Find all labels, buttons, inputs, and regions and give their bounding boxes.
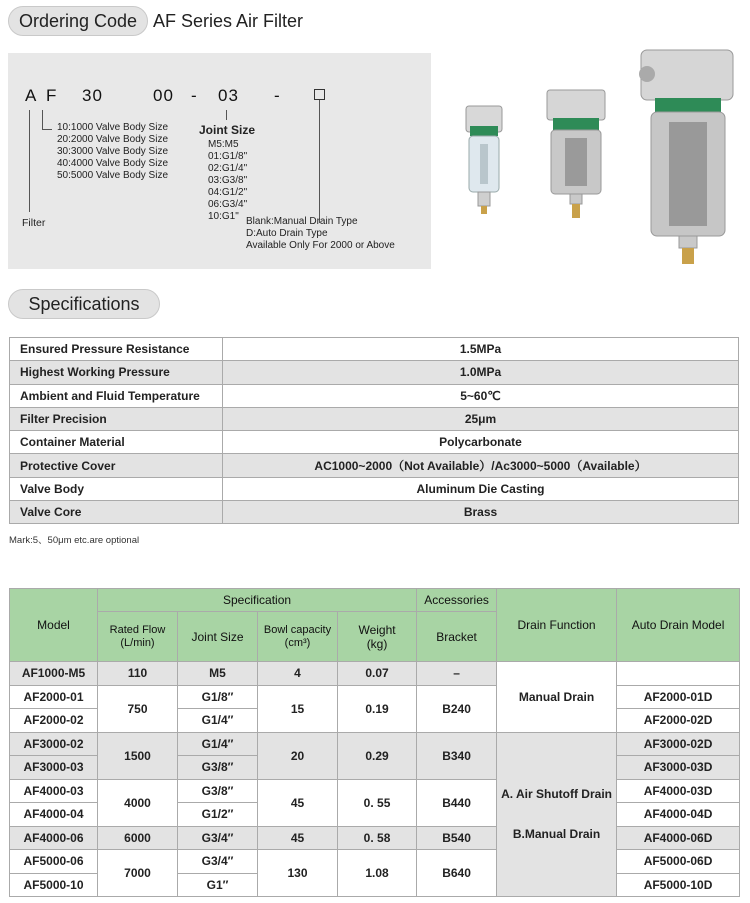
spec-row: [10, 338, 739, 361]
joint-size-cell: G1/4″: [178, 732, 258, 756]
header-bowl-capacity: [258, 612, 338, 662]
joint-size-cell: G1/4″: [178, 709, 258, 733]
model-cell: AF5000-10: [10, 873, 98, 897]
joint-option: 06:G3/4": [208, 199, 248, 210]
header-weight-label: Weight: [358, 622, 396, 637]
model-table: [9, 588, 740, 897]
spec-value: 1.5MPa: [223, 338, 739, 361]
leader-line-drain: [319, 100, 320, 223]
drain-function-cell: Manual Drain: [497, 662, 617, 733]
product-image-large: [637, 44, 737, 266]
weight-cell: 0. 58: [338, 826, 417, 850]
bowl-capacity-cell: 130: [258, 850, 338, 897]
model-cell: AF3000-03: [10, 756, 98, 780]
leader-line-filter: [29, 110, 30, 212]
spec-value: 25μm: [223, 407, 739, 430]
specifications-heading: Specifications: [8, 289, 160, 319]
model-cell: AF5000-06: [10, 850, 98, 874]
size-option: 10:1000 Valve Body Size: [57, 122, 169, 133]
header-drain-function: Drain Function: [497, 589, 617, 662]
weight-cell: 0. 55: [338, 779, 417, 826]
bracket-cell: –: [417, 662, 497, 686]
table-row: [10, 850, 740, 874]
spec-value: 5~60℃: [223, 384, 739, 407]
bowl-capacity-cell: 20: [258, 732, 338, 779]
weight-cell: 0.29: [338, 732, 417, 779]
header-weight-unit: (kg): [366, 636, 388, 651]
leader-line-size-h: [42, 129, 52, 130]
spec-value: Aluminum Die Casting: [223, 477, 739, 500]
joint-size-cell: G3/8″: [178, 756, 258, 780]
spec-note: Mark:5、50μm etc.are optional: [9, 535, 140, 546]
filter-label: Filter: [22, 217, 46, 229]
auto-drain-cell: AF3000-02D: [617, 732, 740, 756]
series-title: AF Series Air Filter: [153, 11, 304, 31]
joint-size-cell: G3/4″: [178, 826, 258, 850]
drain-option-b: B.Manual Drain: [512, 827, 601, 842]
joint-option: M5:M5: [208, 139, 239, 150]
size-option: 30:3000 Valve Body Size: [57, 146, 169, 157]
product-image-medium: [541, 88, 611, 223]
header-joint-size: Joint Size: [178, 612, 258, 662]
spec-value: 1.0MPa: [223, 361, 739, 384]
bowl-capacity-cell: 45: [258, 779, 338, 826]
header-model: Model: [10, 589, 98, 662]
table-row: [10, 779, 740, 803]
spec-key: Valve Body: [10, 477, 223, 500]
joint-size-cell: G1″: [178, 873, 258, 897]
spec-row: [10, 407, 739, 430]
spec-key: Container Material: [10, 431, 223, 454]
header-accessories: Accessories: [417, 589, 497, 612]
header-rated-flow-label: Rated Flow: [109, 623, 166, 636]
table-row: [10, 685, 740, 709]
drain-option: Blank:Manual Drain Type: [246, 216, 358, 227]
spec-row: [10, 454, 739, 477]
bowl-capacity-cell: 15: [258, 685, 338, 732]
weight-cell: 0.07: [338, 662, 417, 686]
size-option: 40:4000 Valve Body Size: [57, 158, 169, 169]
rated-flow-cell: 1500: [98, 732, 178, 779]
joint-size-cell: G3/8″: [178, 779, 258, 803]
model-cell: AF1000-M5: [10, 662, 98, 686]
leader-line-joint: [226, 110, 227, 120]
spec-row: [10, 501, 739, 524]
joint-size-title: Joint Size: [199, 123, 256, 137]
joint-size-cell: M5: [178, 662, 258, 686]
bowl-capacity-cell: 45: [258, 826, 338, 850]
spec-key: Ambient and Fluid Temperature: [10, 384, 223, 407]
table-row: [10, 732, 740, 756]
ordering-code-diagram: [8, 53, 431, 269]
spec-key: Highest Working Pressure: [10, 361, 223, 384]
code-thread: 03: [218, 86, 239, 105]
size-option: 20:2000 Valve Body Size: [57, 134, 169, 145]
specifications-table: [9, 337, 739, 524]
code-drain-box: [314, 89, 325, 100]
drain-option: D:Auto Drain Type: [246, 228, 328, 239]
model-cell: AF4000-06: [10, 826, 98, 850]
model-cell: AF2000-02: [10, 709, 98, 733]
code-size: 30: [82, 86, 103, 105]
weight-cell: 0.19: [338, 685, 417, 732]
header-specification: Specification: [98, 589, 417, 612]
drain-option-a: A. Air Shutoff Drain: [501, 787, 612, 802]
header-rated-flow: [98, 612, 178, 662]
rated-flow-cell: 7000: [98, 850, 178, 897]
joint-option: 10:G1": [208, 211, 239, 222]
code-letter-a: A: [25, 86, 38, 105]
header-bowl-label: Bowl capacity: [263, 623, 332, 636]
joint-option: 03:G3/8": [208, 175, 248, 186]
auto-drain-cell: AF4000-03D: [617, 779, 740, 803]
spec-key: Protective Cover: [10, 454, 223, 477]
model-cell: AF3000-02: [10, 732, 98, 756]
spec-key: Ensured Pressure Resistance: [10, 338, 223, 361]
drain-function-cell: [497, 732, 617, 897]
joint-option: 01:G1/8": [208, 151, 248, 162]
code-letter-f: F: [46, 86, 58, 105]
bracket-cell: B240: [417, 685, 497, 732]
joint-option: 04:G1/2": [208, 187, 248, 198]
spec-value: Polycarbonate: [223, 431, 739, 454]
weight-cell: 1.08: [338, 850, 417, 897]
code-dash-1: -: [191, 86, 198, 105]
rated-flow-cell: 110: [98, 662, 178, 686]
model-cell: AF4000-04: [10, 803, 98, 827]
drain-option: Available Only For 2000 or Above: [246, 240, 395, 251]
header-weight: [338, 612, 417, 662]
header-rated-flow-unit: (L/min): [120, 636, 155, 649]
joint-size-cell: G1/8″: [178, 685, 258, 709]
spec-key: Filter Precision: [10, 407, 223, 430]
bracket-cell: B340: [417, 732, 497, 779]
bracket-cell: B640: [417, 850, 497, 897]
product-image-small: [460, 104, 508, 216]
joint-option: 02:G1/4": [208, 163, 248, 174]
code-dash-2: -: [274, 86, 281, 105]
spec-row: [10, 361, 739, 384]
auto-drain-cell: AF5000-10D: [617, 873, 740, 897]
code-port: 00: [153, 86, 174, 105]
ordering-code-heading: Ordering Code: [8, 6, 148, 36]
spec-value: Brass: [223, 501, 739, 524]
header-bracket: Bracket: [417, 612, 497, 662]
auto-drain-cell: AF3000-03D: [617, 756, 740, 780]
bowl-capacity-cell: 4: [258, 662, 338, 686]
auto-drain-cell: AF2000-01D: [617, 685, 740, 709]
auto-drain-cell: AF4000-04D: [617, 803, 740, 827]
leader-line-size: [42, 110, 43, 130]
rated-flow-cell: 4000: [98, 779, 178, 826]
model-cell: AF4000-03: [10, 779, 98, 803]
table-row: [10, 662, 740, 686]
joint-size-cell: G3/4″: [178, 850, 258, 874]
header-auto-drain-model: Auto Drain Model: [617, 589, 740, 662]
auto-drain-cell: [617, 662, 740, 686]
rated-flow-cell: 750: [98, 685, 178, 732]
joint-size-cell: G1/2″: [178, 803, 258, 827]
header-bowl-unit: (cm³): [284, 636, 311, 649]
auto-drain-cell: AF4000-06D: [617, 826, 740, 850]
spec-row: [10, 477, 739, 500]
table-row: [10, 826, 740, 850]
bracket-cell: B440: [417, 779, 497, 826]
spec-row: [10, 431, 739, 454]
header-row: [10, 589, 740, 612]
size-option: 50:5000 Valve Body Size: [57, 170, 169, 181]
auto-drain-cell: AF2000-02D: [617, 709, 740, 733]
spec-value: AC1000~2000（Not Available）/Ac3000~5000（Available）: [223, 454, 739, 477]
spec-row: [10, 384, 739, 407]
rated-flow-cell: 6000: [98, 826, 178, 850]
auto-drain-cell: AF5000-06D: [617, 850, 740, 874]
spec-key: Valve Core: [10, 501, 223, 524]
model-cell: AF2000-01: [10, 685, 98, 709]
bracket-cell: B540: [417, 826, 497, 850]
